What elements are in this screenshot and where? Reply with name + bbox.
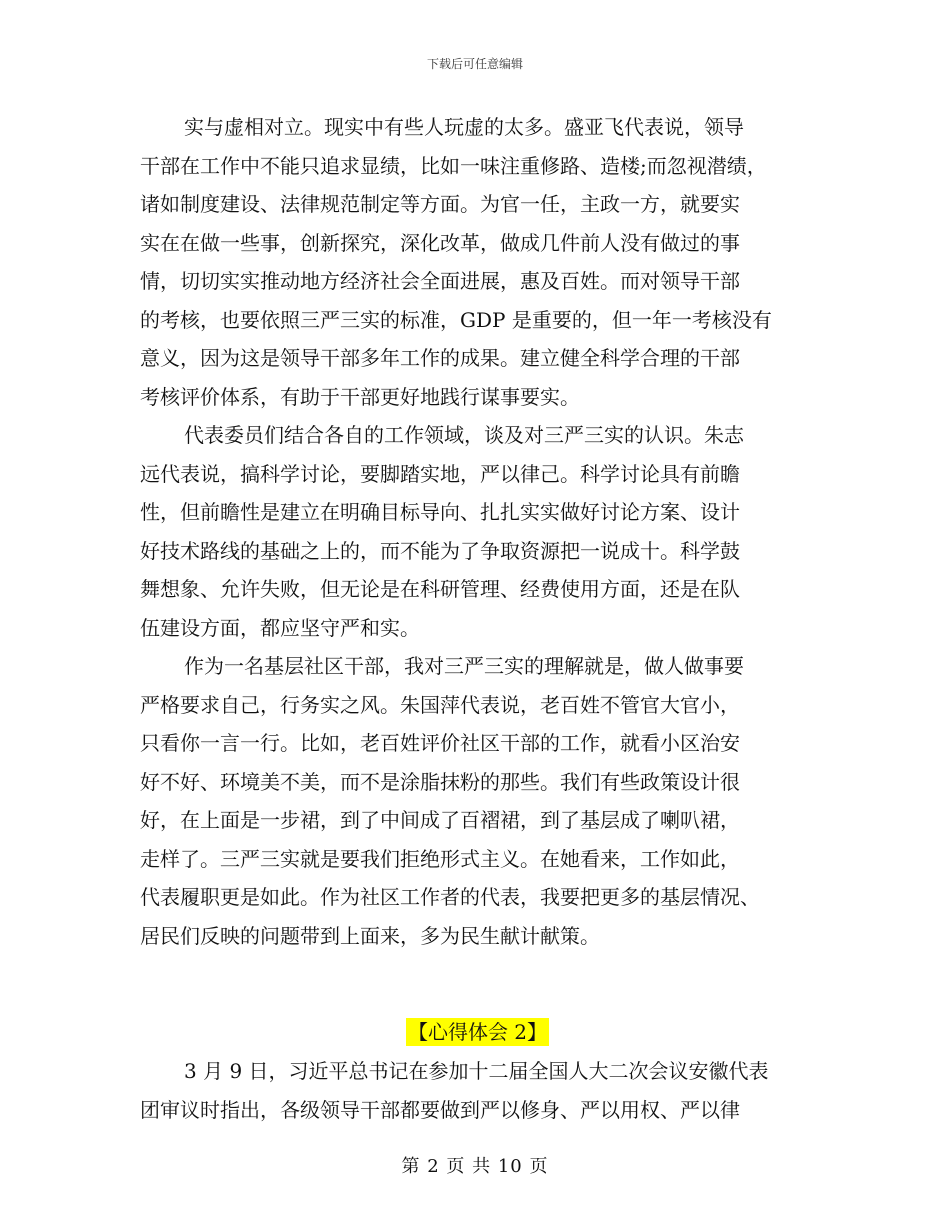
- paragraph-line: 代表履职更是如此。作为社区工作者的代表，我要把更多的基层情况、: [140, 885, 760, 909]
- page-header: 下载后可任意编辑: [426, 57, 523, 71]
- section-gap: [140, 955, 815, 1012]
- paragraph-line: 3 月 9 日，习近平总书记在参加十二届全国人大二次会议安徽代表: [184, 1059, 769, 1083]
- paragraph-line: 情，切切实实推动地方经济社会全面进展，惠及百姓。而对领导干部: [140, 269, 740, 293]
- paragraph-1: [140, 108, 815, 416]
- paragraph-2: [140, 416, 815, 647]
- paragraph-line: 团审议时指出，各级领导干部都要做到严以修身、严以用权、严以律: [140, 1097, 740, 1122]
- page-number: 第 2 页 共 10 页: [401, 1156, 549, 1177]
- paragraph-line: 好，在上面是一步裙，到了中间成了百褶裙，到了基层成了喇叭裙，: [140, 808, 740, 832]
- section-heading-row: [140, 1012, 815, 1052]
- paragraph-line: 居民们反映的问题带到上面来，多为民生献计献策。: [140, 923, 600, 948]
- paragraph-line: 伍建设方面，都应坚守严和实。: [140, 615, 420, 640]
- paragraph-line: 考核评价体系，有助于干部更好地践行谋事要实。: [140, 384, 580, 409]
- paragraph-line: 严格要求自己，行务实之风。朱国萍代表说，老百姓不管官大官小，: [140, 692, 740, 717]
- document-body: [140, 108, 815, 1129]
- paragraph-line: 只看你一言一行。比如，老百姓评价社区干部的工作，就看小区治安: [140, 731, 740, 755]
- paragraph-4: [140, 1052, 815, 1129]
- paragraph-line: 好不好、环境美不美，而不是涂脂抹粉的那些。我们有些政策设计很: [140, 769, 740, 794]
- paragraph-line: 干部在工作中不能只追求显绩，比如一味注重修路、造楼;而忽视潜绩，: [140, 153, 767, 178]
- paragraph-line: 意义，因为这是领导干部多年工作的成果。建立健全科学合理的干部: [140, 346, 740, 370]
- paragraph-line: 好技术路线的基础之上的，而不能为了争取资源把一说成十。科学鼓: [140, 538, 740, 563]
- paragraph-line: 实与虚相对立。现实中有些人玩虚的太多。盛亚飞代表说，领导: [184, 115, 744, 139]
- paragraph-line: 舞想象、允许失败，但无论是在科研管理、经费使用方面，还是在队: [140, 577, 740, 601]
- paragraph-line: 实在在做一些事，创新探究，深化改革，做成几件前人没有做过的事: [140, 230, 740, 255]
- paragraph-line: 远代表说，搞科学讨论，要脚踏实地，严以律己。科学讨论具有前瞻: [140, 461, 740, 486]
- paragraph-line: 作为一名基层社区干部，我对三严三实的理解就是，做人做事要: [184, 654, 744, 678]
- paragraph-line: 诸如制度建设、法律规范制定等方面。为官一任，主政一方，就要实: [140, 192, 740, 216]
- paragraph-line: 走样了。三严三实就是要我们拒绝形式主义。在她看来，工作如此，: [140, 846, 740, 871]
- paragraph-line: 代表委员们结合各自的工作领域，谈及对三严三实的认识。朱志: [184, 423, 744, 447]
- paragraph-3: [140, 647, 815, 955]
- paragraph-line: 的考核，也要依照三严三实的标准，GDP 是重要的，但一年一考核没有: [140, 307, 772, 332]
- paragraph-line: 性，但前瞻性是建立在明确目标导向、扎扎实实做好讨论方案、设计: [140, 500, 740, 524]
- section-heading: 【心得体会 2】: [407, 1020, 548, 1044]
